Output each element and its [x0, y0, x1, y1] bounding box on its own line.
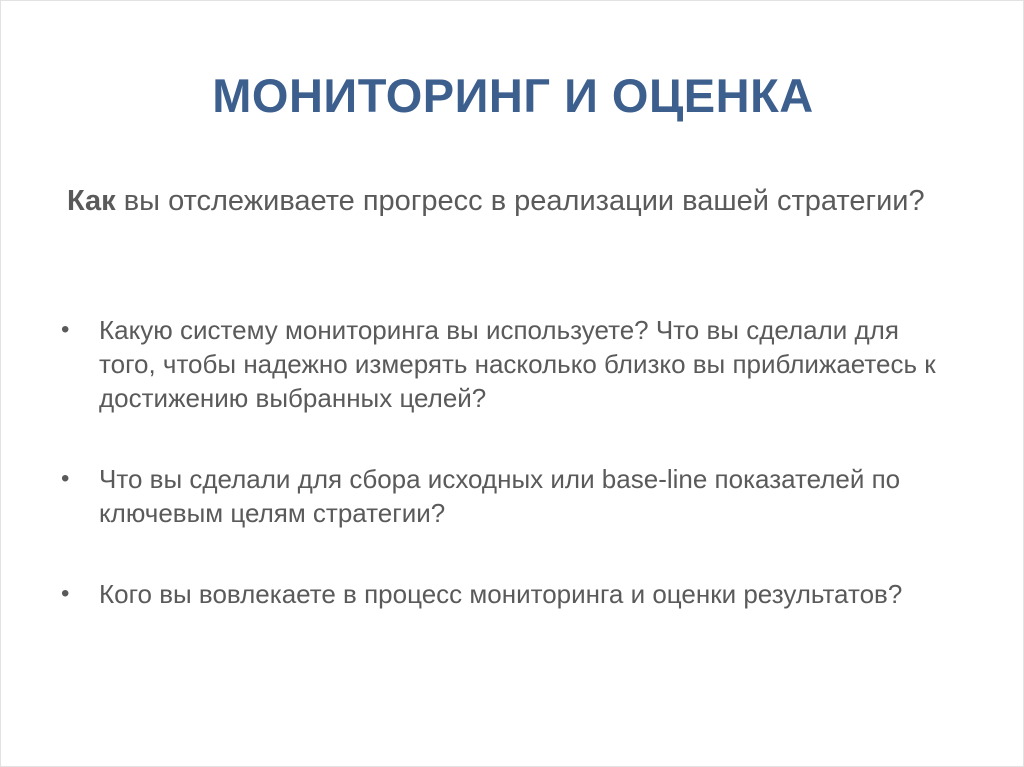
bullet-item — [61, 462, 961, 530]
bullet-text: Кого вы вовлекаете в процесс мониторинга и оценки результатов? — [99, 579, 903, 609]
bullet-list — [61, 313, 961, 611]
lead-question — [67, 181, 967, 221]
lead-emphasis: Как — [67, 185, 116, 217]
slide-title: МОНИТОРИНГ И ОЦЕНКА — [212, 69, 814, 122]
bullet-text: Какую систему мониторинга вы используете? Что вы сделали для того, чтобы надежно измерять насколько близко вы приближаетесь к достижению выбранных целей? — [99, 315, 936, 413]
bullet-marker: • — [61, 580, 70, 607]
lead-text: вы отслеживаете прогресс в реализации вашей стратегии? — [115, 185, 925, 217]
bullet-item — [61, 313, 961, 415]
bullet-text: Что вы сделали для сбора исходных или base-line показателей по ключевым целям стратегии? — [99, 464, 901, 528]
bullet-marker: • — [61, 316, 70, 343]
bullet-marker: • — [61, 465, 70, 492]
bullet-item — [61, 577, 961, 611]
